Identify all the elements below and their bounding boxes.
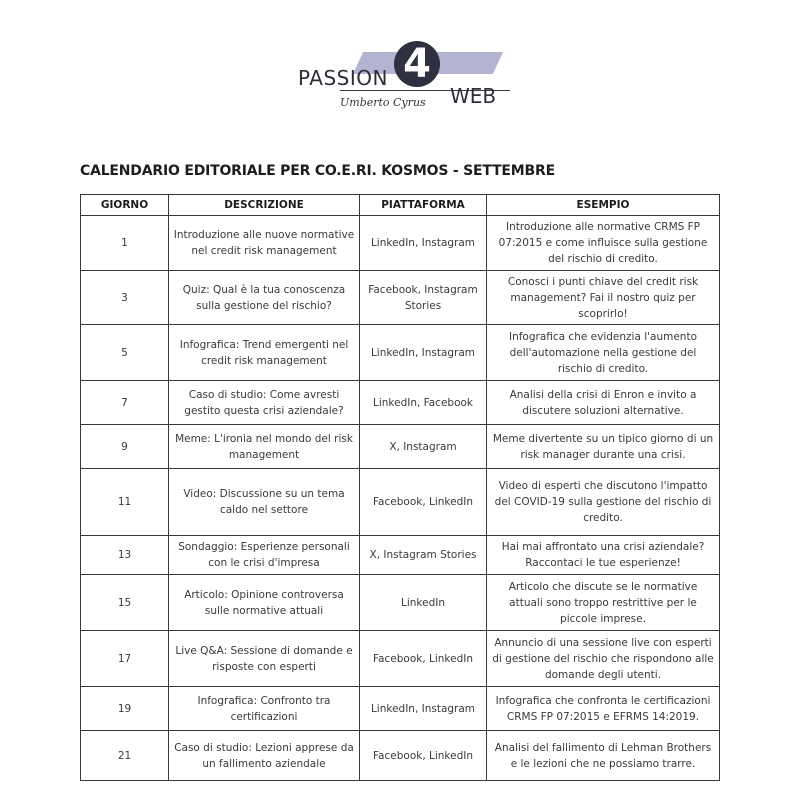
descrizione-cell: Quiz: Qual è la tua conoscenza sulla gestione del rischio? <box>169 271 360 325</box>
header-piattaforma: PIATTAFORMA <box>360 195 487 216</box>
table-row <box>81 731 720 781</box>
descrizione-cell: Introduzione alle nuove normative nel credit risk management <box>169 216 360 271</box>
piattaforma-cell: X, Instagram Stories <box>360 536 487 575</box>
piattaforma-cell: LinkedIn <box>360 575 487 631</box>
piattaforma-cell: Facebook, Instagram Stories <box>360 271 487 325</box>
esempio-cell: Articolo che discute se le normative attuali sono troppo restrittive per le piccole imprese. <box>487 575 720 631</box>
giorno-cell: 19 <box>81 687 169 731</box>
descrizione-cell: Articolo: Opinione controversa sulle normative attuali <box>169 575 360 631</box>
esempio-cell: Video di esperti che discutono l'impatto del COVID-19 sulla gestione del rischio di credito. <box>487 469 720 536</box>
giorno-cell: 21 <box>81 731 169 781</box>
giorno-cell: 5 <box>81 325 169 381</box>
piattaforma-cell: Facebook, LinkedIn <box>360 731 487 781</box>
passion4web-logo <box>296 38 506 124</box>
logo-signature: Umberto Cyrus <box>340 96 426 109</box>
descrizione-cell: Sondaggio: Esperienze personali con le crisi d'impresa <box>169 536 360 575</box>
esempio-cell: Hai mai affrontato una crisi aziendale? Raccontaci le tue esperienze! <box>487 536 720 575</box>
descrizione-cell: Caso di studio: Lezioni apprese da un fallimento aziendale <box>169 731 360 781</box>
descrizione-cell: Infografica: Confronto tra certificazioni <box>169 687 360 731</box>
piattaforma-cell: LinkedIn, Instagram <box>360 216 487 271</box>
giorno-cell: 1 <box>81 216 169 271</box>
header-esempio: ESEMPIO <box>487 195 720 216</box>
editorial-calendar-table <box>80 194 720 781</box>
table-row <box>81 271 720 325</box>
giorno-cell: 15 <box>81 575 169 631</box>
giorno-cell: 17 <box>81 631 169 687</box>
esempio-cell: Introduzione alle normative CRMS FP 07:2015 e come influisce sulla gestione del rischio di credito. <box>487 216 720 271</box>
piattaforma-cell: LinkedIn, Instagram <box>360 325 487 381</box>
piattaforma-cell: Facebook, LinkedIn <box>360 631 487 687</box>
esempio-cell: Annuncio di una sessione live con esperti di gestione del rischio che rispondono alle domande degli utenti. <box>487 631 720 687</box>
giorno-cell: 7 <box>81 381 169 425</box>
esempio-cell: Conosci i punti chiave del credit risk management? Fai il nostro quiz per scoprirlo! <box>487 271 720 325</box>
header-giorno: GIORNO <box>81 195 169 216</box>
table-row <box>81 325 720 381</box>
piattaforma-cell: Facebook, LinkedIn <box>360 469 487 536</box>
logo-number-badge: 4 <box>394 41 440 87</box>
table-header-row <box>81 195 720 216</box>
esempio-cell: Infografica che evidenzia l'aumento dell'automazione nella gestione del rischio di credito. <box>487 325 720 381</box>
header-descrizione: DESCRIZIONE <box>169 195 360 216</box>
piattaforma-cell: LinkedIn, Facebook <box>360 381 487 425</box>
table-row <box>81 381 720 425</box>
giorno-cell: 3 <box>81 271 169 325</box>
descrizione-cell: Meme: L'ironia nel mondo del risk management <box>169 425 360 469</box>
esempio-cell: Analisi della crisi di Enron e invito a discutere soluzioni alternative. <box>487 381 720 425</box>
giorno-cell: 9 <box>81 425 169 469</box>
esempio-cell: Meme divertente su un tipico giorno di un risk manager durante una crisi. <box>487 425 720 469</box>
table-row <box>81 469 720 536</box>
table-row <box>81 687 720 731</box>
piattaforma-cell: LinkedIn, Instagram <box>360 687 487 731</box>
esempio-cell: Analisi del fallimento di Lehman Brothers e le lezioni che ne possiamo trarre. <box>487 731 720 781</box>
table-row <box>81 425 720 469</box>
logo-web-text: WEB <box>450 84 497 108</box>
table-row <box>81 536 720 575</box>
esempio-cell: Infografica che confronta le certificazioni CRMS FP 07:2015 e EFRMS 14:2019. <box>487 687 720 731</box>
piattaforma-cell: X, Instagram <box>360 425 487 469</box>
descrizione-cell: Video: Discussione su un tema caldo nel settore <box>169 469 360 536</box>
descrizione-cell: Live Q&A: Sessione di domande e risposte con esperti <box>169 631 360 687</box>
descrizione-cell: Infografica: Trend emergenti nel credit risk management <box>169 325 360 381</box>
table-row <box>81 631 720 687</box>
descrizione-cell: Caso di studio: Come avresti gestito questa crisi aziendale? <box>169 381 360 425</box>
document-title: CALENDARIO EDITORIALE PER CO.E.RI. KOSMOS - SETTEMBRE <box>80 163 555 179</box>
logo-passion-text: PASSION <box>298 66 388 90</box>
giorno-cell: 13 <box>81 536 169 575</box>
table-row <box>81 575 720 631</box>
table-row <box>81 216 720 271</box>
giorno-cell: 11 <box>81 469 169 536</box>
